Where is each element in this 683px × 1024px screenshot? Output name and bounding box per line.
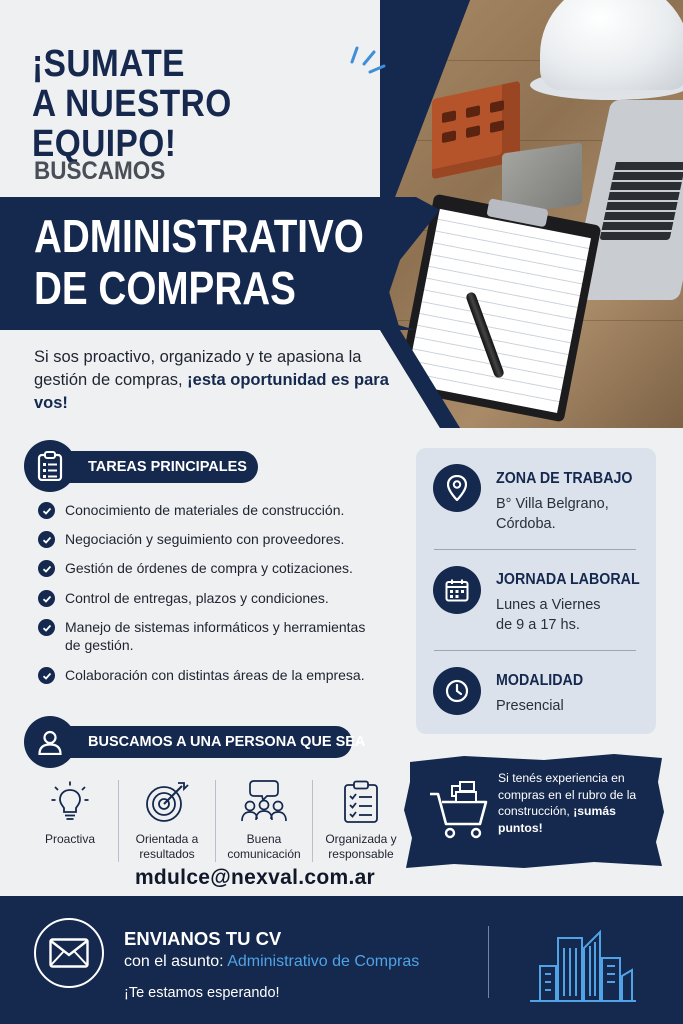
task-item (38, 666, 388, 684)
experience-highlight: ¡sumás puntos! (498, 804, 616, 835)
clock-badge (433, 667, 481, 715)
footer-closing: ¡Te estamos esperando! (124, 985, 280, 1001)
check-icon (38, 667, 55, 684)
task-text: Manejo de sistemas informáticos y herramientas de gestión. (65, 619, 366, 653)
jornada-title: JORNADA LABORAL (496, 571, 640, 588)
map-pin-badge (433, 464, 481, 512)
buildings-icon (528, 926, 638, 1004)
trait-comunicacion (216, 778, 312, 862)
zona-title: ZONA DE TRABAJO (496, 470, 633, 487)
jornada-line-1: Lunes a Viernes (496, 597, 601, 613)
footer-title: ENVIANOS TU CV (124, 928, 282, 949)
footer-subject (124, 953, 419, 971)
title-line-1: ¡SUMATE (32, 43, 185, 85)
trait-label: Proactiva (44, 832, 96, 846)
task-item (38, 530, 388, 548)
tasks-clipboard-badge (24, 440, 76, 492)
intro-body: Si sos proactivo, organizado y te apasiona la gestión de compras, (34, 348, 362, 389)
modalidad-title: MODALIDAD (496, 672, 584, 689)
check-icon (38, 619, 55, 636)
tasks-heading: TAREAS PRINCIPALES (50, 451, 258, 483)
task-item (38, 589, 388, 607)
trait-organizada (313, 778, 409, 862)
zona-line-1: B° Villa Belgrano, (496, 496, 609, 512)
jornada-line-2: de 9 a 17 hs. (496, 617, 580, 633)
sparkle-lines-icon (348, 44, 392, 84)
checklist-icon (343, 780, 379, 824)
trait-proactiva (22, 778, 118, 847)
persona-heading: BUSCAMOS A UNA PERSONA QUE SEA (50, 726, 352, 758)
trait-label: Organizada y responsable (325, 832, 397, 861)
task-text: Gestión de órdenes de compra y cotizaciones. (65, 560, 353, 576)
target-icon (144, 780, 190, 824)
info-divider (434, 549, 636, 550)
clock-icon (445, 679, 469, 703)
main-title (32, 44, 366, 164)
map-pin-icon (447, 475, 467, 501)
task-item (38, 559, 388, 577)
trait-orientada (119, 778, 215, 862)
lightbulb-icon (50, 780, 90, 824)
person-badge (24, 716, 76, 768)
check-icon (38, 531, 55, 548)
experience-body: Si tenés experiencia en compras en el rubro de la construcción, (498, 771, 637, 818)
title-line-2: A NUESTRO EQUIPO! (32, 83, 232, 165)
calendar-badge (433, 566, 481, 614)
buscamos-label: BUSCAMOS (34, 157, 166, 185)
intro-highlight: ¡esta oportunidad es para vos! (34, 371, 389, 412)
intro-text (34, 346, 394, 415)
footer-subject-prefix: con el asunto: (124, 953, 228, 970)
role-title-line-1: ADMINISTRATIVO (34, 210, 364, 262)
task-text: Control de entregas, plazos y condiciones. (65, 590, 329, 606)
task-text: Negociación y seguimiento con proveedores. (65, 531, 345, 547)
task-text: Colaboración con distintas áreas de la empresa. (65, 667, 365, 683)
mail-badge (34, 918, 104, 988)
role-title-line-2: DE COMPRAS (34, 262, 296, 314)
task-item (38, 618, 383, 654)
person-icon (37, 729, 63, 755)
zona-line-2: Córdoba. (496, 516, 556, 532)
experience-text (498, 770, 654, 836)
clipboard-list-icon (37, 451, 63, 481)
task-item (38, 501, 388, 519)
calendar-icon (445, 578, 469, 602)
people-chat-icon (240, 779, 288, 825)
check-icon (38, 502, 55, 519)
check-icon (38, 560, 55, 577)
footer-divider (488, 926, 489, 998)
envelope-icon (49, 938, 89, 968)
shopping-cart-icon (428, 780, 492, 844)
info-divider (434, 650, 636, 651)
contact-email-link[interactable]: mdulce@nexval.com.ar (134, 866, 376, 889)
trait-label: Buena comunicación (227, 832, 301, 861)
modalidad-value: Presencial (496, 698, 564, 714)
trait-label: Orientada a resultados (135, 832, 199, 861)
task-text: Conocimiento de materiales de construcción. (65, 502, 345, 518)
check-icon (38, 590, 55, 607)
footer-subject-value: Administrativo de Compras (227, 953, 420, 970)
